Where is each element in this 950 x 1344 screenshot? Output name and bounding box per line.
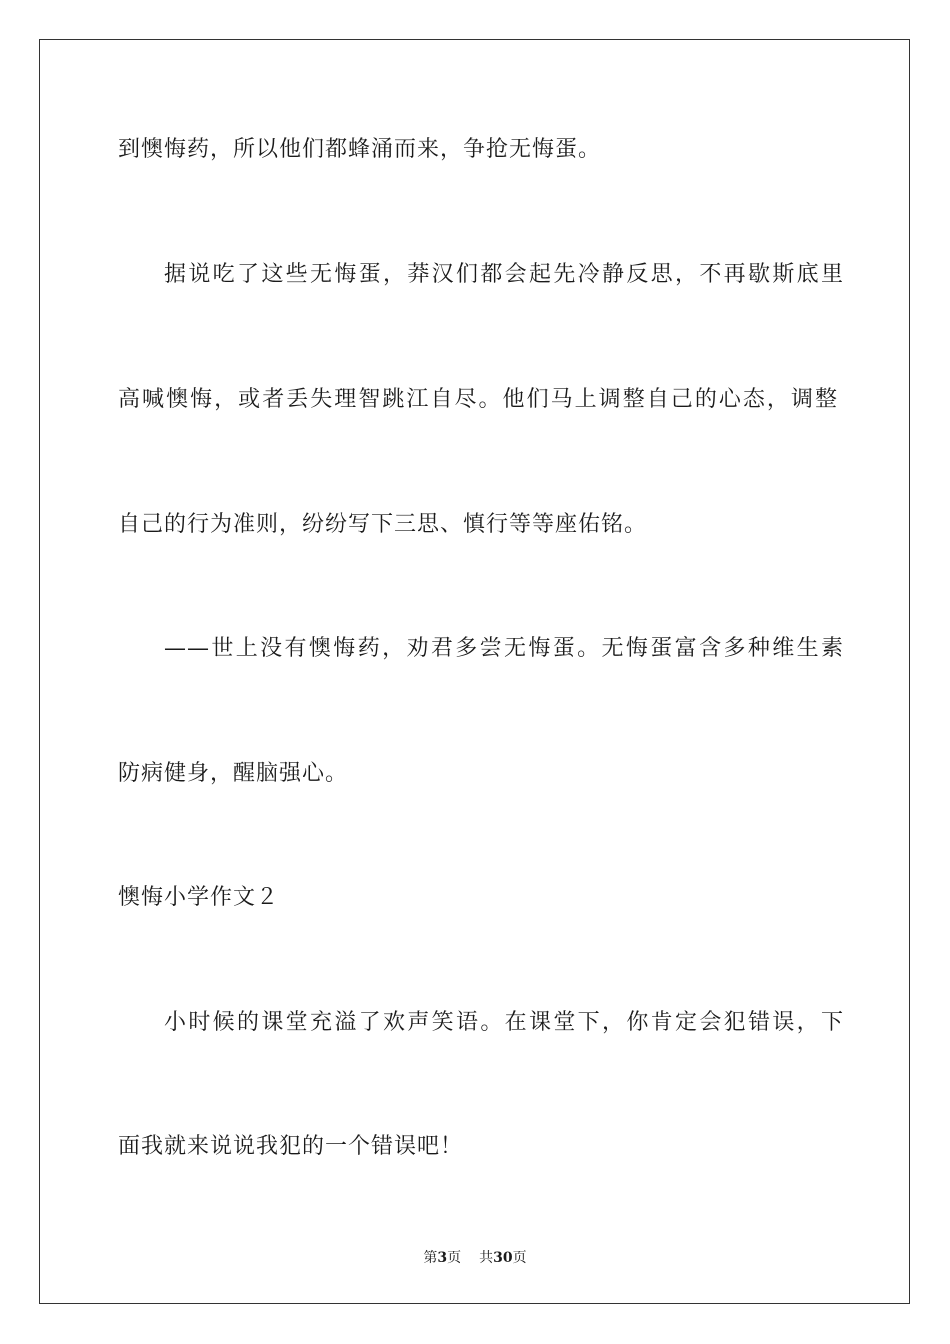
page-border [39, 39, 910, 1304]
body-text-line: ——世上没有懊悔药，劝君多尝无悔蛋。无悔蛋富含多种维生素 [164, 636, 844, 661]
body-text-line: 防病健身，醒脑强心。 [118, 761, 349, 786]
body-text-line: 据说吃了这些无悔蛋，莽汉们都会起先冷静反思，不再歇斯底里 [164, 262, 844, 287]
footer-page-number: 3 [437, 1250, 448, 1266]
section-heading: 懊悔小学作文２ [118, 885, 280, 910]
body-text-line: 到懊悔药，所以他们都蜂涌而来，争抢无悔蛋。 [118, 137, 602, 162]
footer-page-prefix: 第 [423, 1250, 438, 1266]
body-text-line: 面我就来说说我犯的一个错误吧！ [118, 1134, 464, 1159]
footer-page-suffix: 页 [447, 1250, 462, 1266]
page-footer [0, 1249, 950, 1267]
body-text-line: 自己的行为准则，纷纷写下三思、慎行等等座佑铭。 [118, 512, 648, 537]
footer-total-prefix: 共 [479, 1250, 494, 1266]
body-text-line: 小时候的课堂充溢了欢声笑语。在课堂下，你肯定会犯错误，下 [164, 1010, 844, 1035]
body-text-line: 高喊懊悔，或者丢失理智跳江自尽。他们马上调整自己的心态，调整 [118, 387, 838, 412]
footer-total-suffix: 页 [512, 1250, 527, 1266]
footer-total-pages: 30 [493, 1250, 513, 1266]
